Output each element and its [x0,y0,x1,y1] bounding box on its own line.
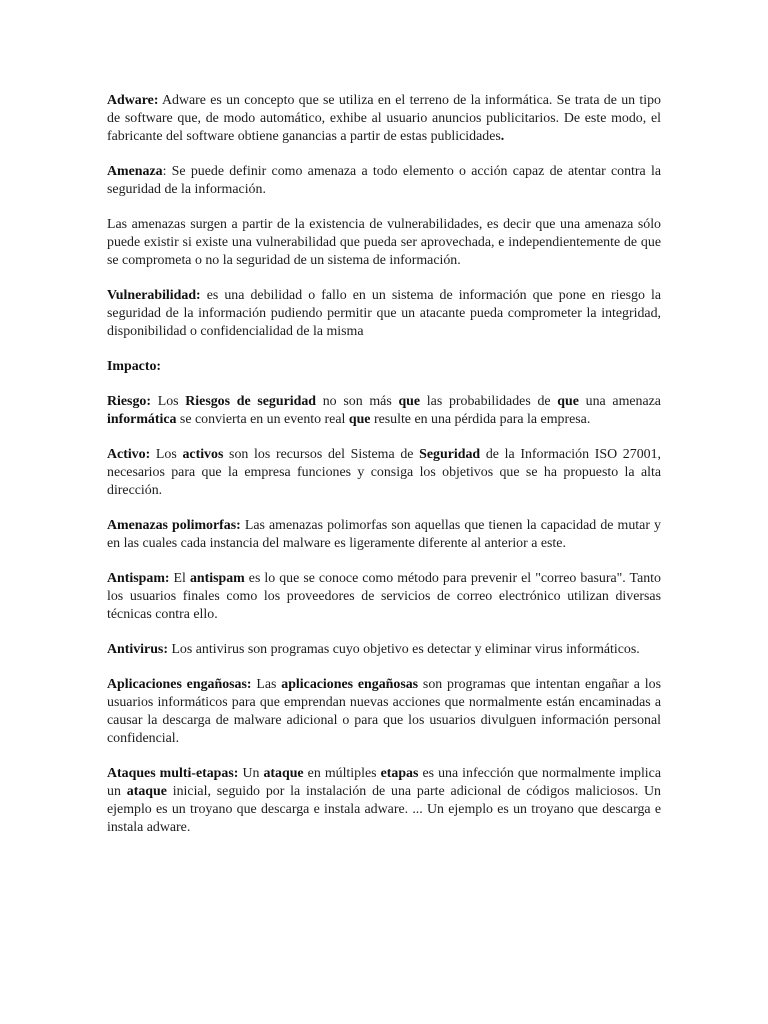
paragraph [107,216,661,270]
bold-run: Seguridad [419,447,481,462]
bold-run: . [500,129,505,144]
bold-run: Antivirus: [107,642,168,657]
text-run: Adware es un concepto que se utiliza en el terreno de la informática. Se trata de un tipo de software que, de modo automático, exhibe al usuario anuncios publicitarios. De este modo, el fabricante del software obtiene ganancias a partir de estas publicidades [107,93,661,144]
text-run: son programas que intentan engañar a los usuarios informáticos para que emprendan nuevas acciones que normalmente están encaminadas a causar la descarga de malware adicional o para que los usuarios divulguen información personal confidencial. [107,677,661,746]
paragraph [107,570,661,624]
paragraph [107,517,661,553]
paragraph [107,676,661,748]
bold-run: Antispam: [107,571,170,586]
bold-run: Aplicaciones engañosas: [107,677,252,692]
text-run: inicial, seguido por la instalación de una parte adicional de códigos maliciosos. Un ejemplo es un troyano que descarga e instala adware. ... Un ejemplo es un troyano que descarga e instala adware. [107,784,662,835]
document-body [107,92,661,854]
paragraph [107,287,661,341]
text-run: Los [150,394,186,409]
paragraph [107,765,661,837]
bold-run: informática [107,412,177,427]
bold-run: ataque [126,784,167,799]
paragraph [107,358,661,376]
bold-run: Activo: [107,447,151,462]
text-run: es una debilidad o fallo en un sistema de información que pone en riesgo la seguridad de la información pudiendo permitir que un atacante pueda comprometer la integridad, disponibilidad o confidencialidad de la misma [107,288,661,339]
bold-run: Adware: [107,93,159,108]
paragraph [107,446,661,500]
text-run: El [169,571,190,586]
bold-run: Riesgo: [107,394,151,409]
text-run: de la Información ISO 27001, necesarios para que la empresa funciones y consiga los objetivos que se ha propuesto la alta dirección. [107,447,662,498]
text-run: Las amenazas surgen a partir de la existencia de vulnerabilidades, es decir que una amenaza sólo puede existir si existe una vulnerabilidad que pueda ser aprovechada, e independientemente de que se comprometa o no la seguridad de un sistema de información. [107,217,661,268]
bold-run: que [557,394,579,409]
bold-run: ataque [263,766,304,781]
bold-run: Ataques multi-etapas: [107,766,239,781]
text-run: Un [238,766,264,781]
bold-run: Impacto: [107,359,162,374]
paragraph [107,163,661,199]
bold-run: Amenaza [107,164,163,179]
bold-run: aplicaciones engañosas [281,677,419,692]
bold-run: que [398,394,421,409]
text-run: Los antivirus son programas cuyo objetivo es detectar y eliminar virus informáticos. [167,642,640,657]
text-run: es lo que se conoce como método para prevenir el "correo basura". Tanto los usuarios finales como los proveedores de servicios de correo electrónico utilizan diversas técnicas contra ello. [107,571,661,622]
text-run: son los recursos del Sistema de [223,447,420,462]
bold-run: activos [182,447,224,462]
text-run: Las [251,677,282,692]
bold-run: antispam [189,571,245,586]
text-run: es una infección que normalmente implica un [107,766,661,799]
bold-run: que [348,412,371,427]
text-run: : Se puede definir como amenaza a todo elemento o acción capaz de atentar contra la seguridad de la información. [107,164,661,197]
paragraph [107,393,661,429]
text-run: no son más [316,394,399,409]
bold-run: Amenazas polimorfas: [107,518,241,533]
bold-run: etapas [380,766,419,781]
text-run: resulte en una pérdida para la empresa. [370,412,591,427]
bold-run: Vulnerabilidad: [107,288,201,303]
text-run: en múltiples [303,766,381,781]
text-run: una amenaza [578,394,661,409]
paragraph [107,641,661,659]
paragraph [107,92,661,146]
text-run: Los [150,447,183,462]
bold-run: Riesgos de seguridad [185,394,317,409]
text-run: Las amenazas polimorfas son aquellas que tienen la capacidad de mutar y en las cuales cada instancia del malware es ligeramente diferente al anterior a este. [107,518,661,551]
text-run: las probabilidades de [420,394,558,409]
text-run: se convierta en un evento real [176,412,349,427]
